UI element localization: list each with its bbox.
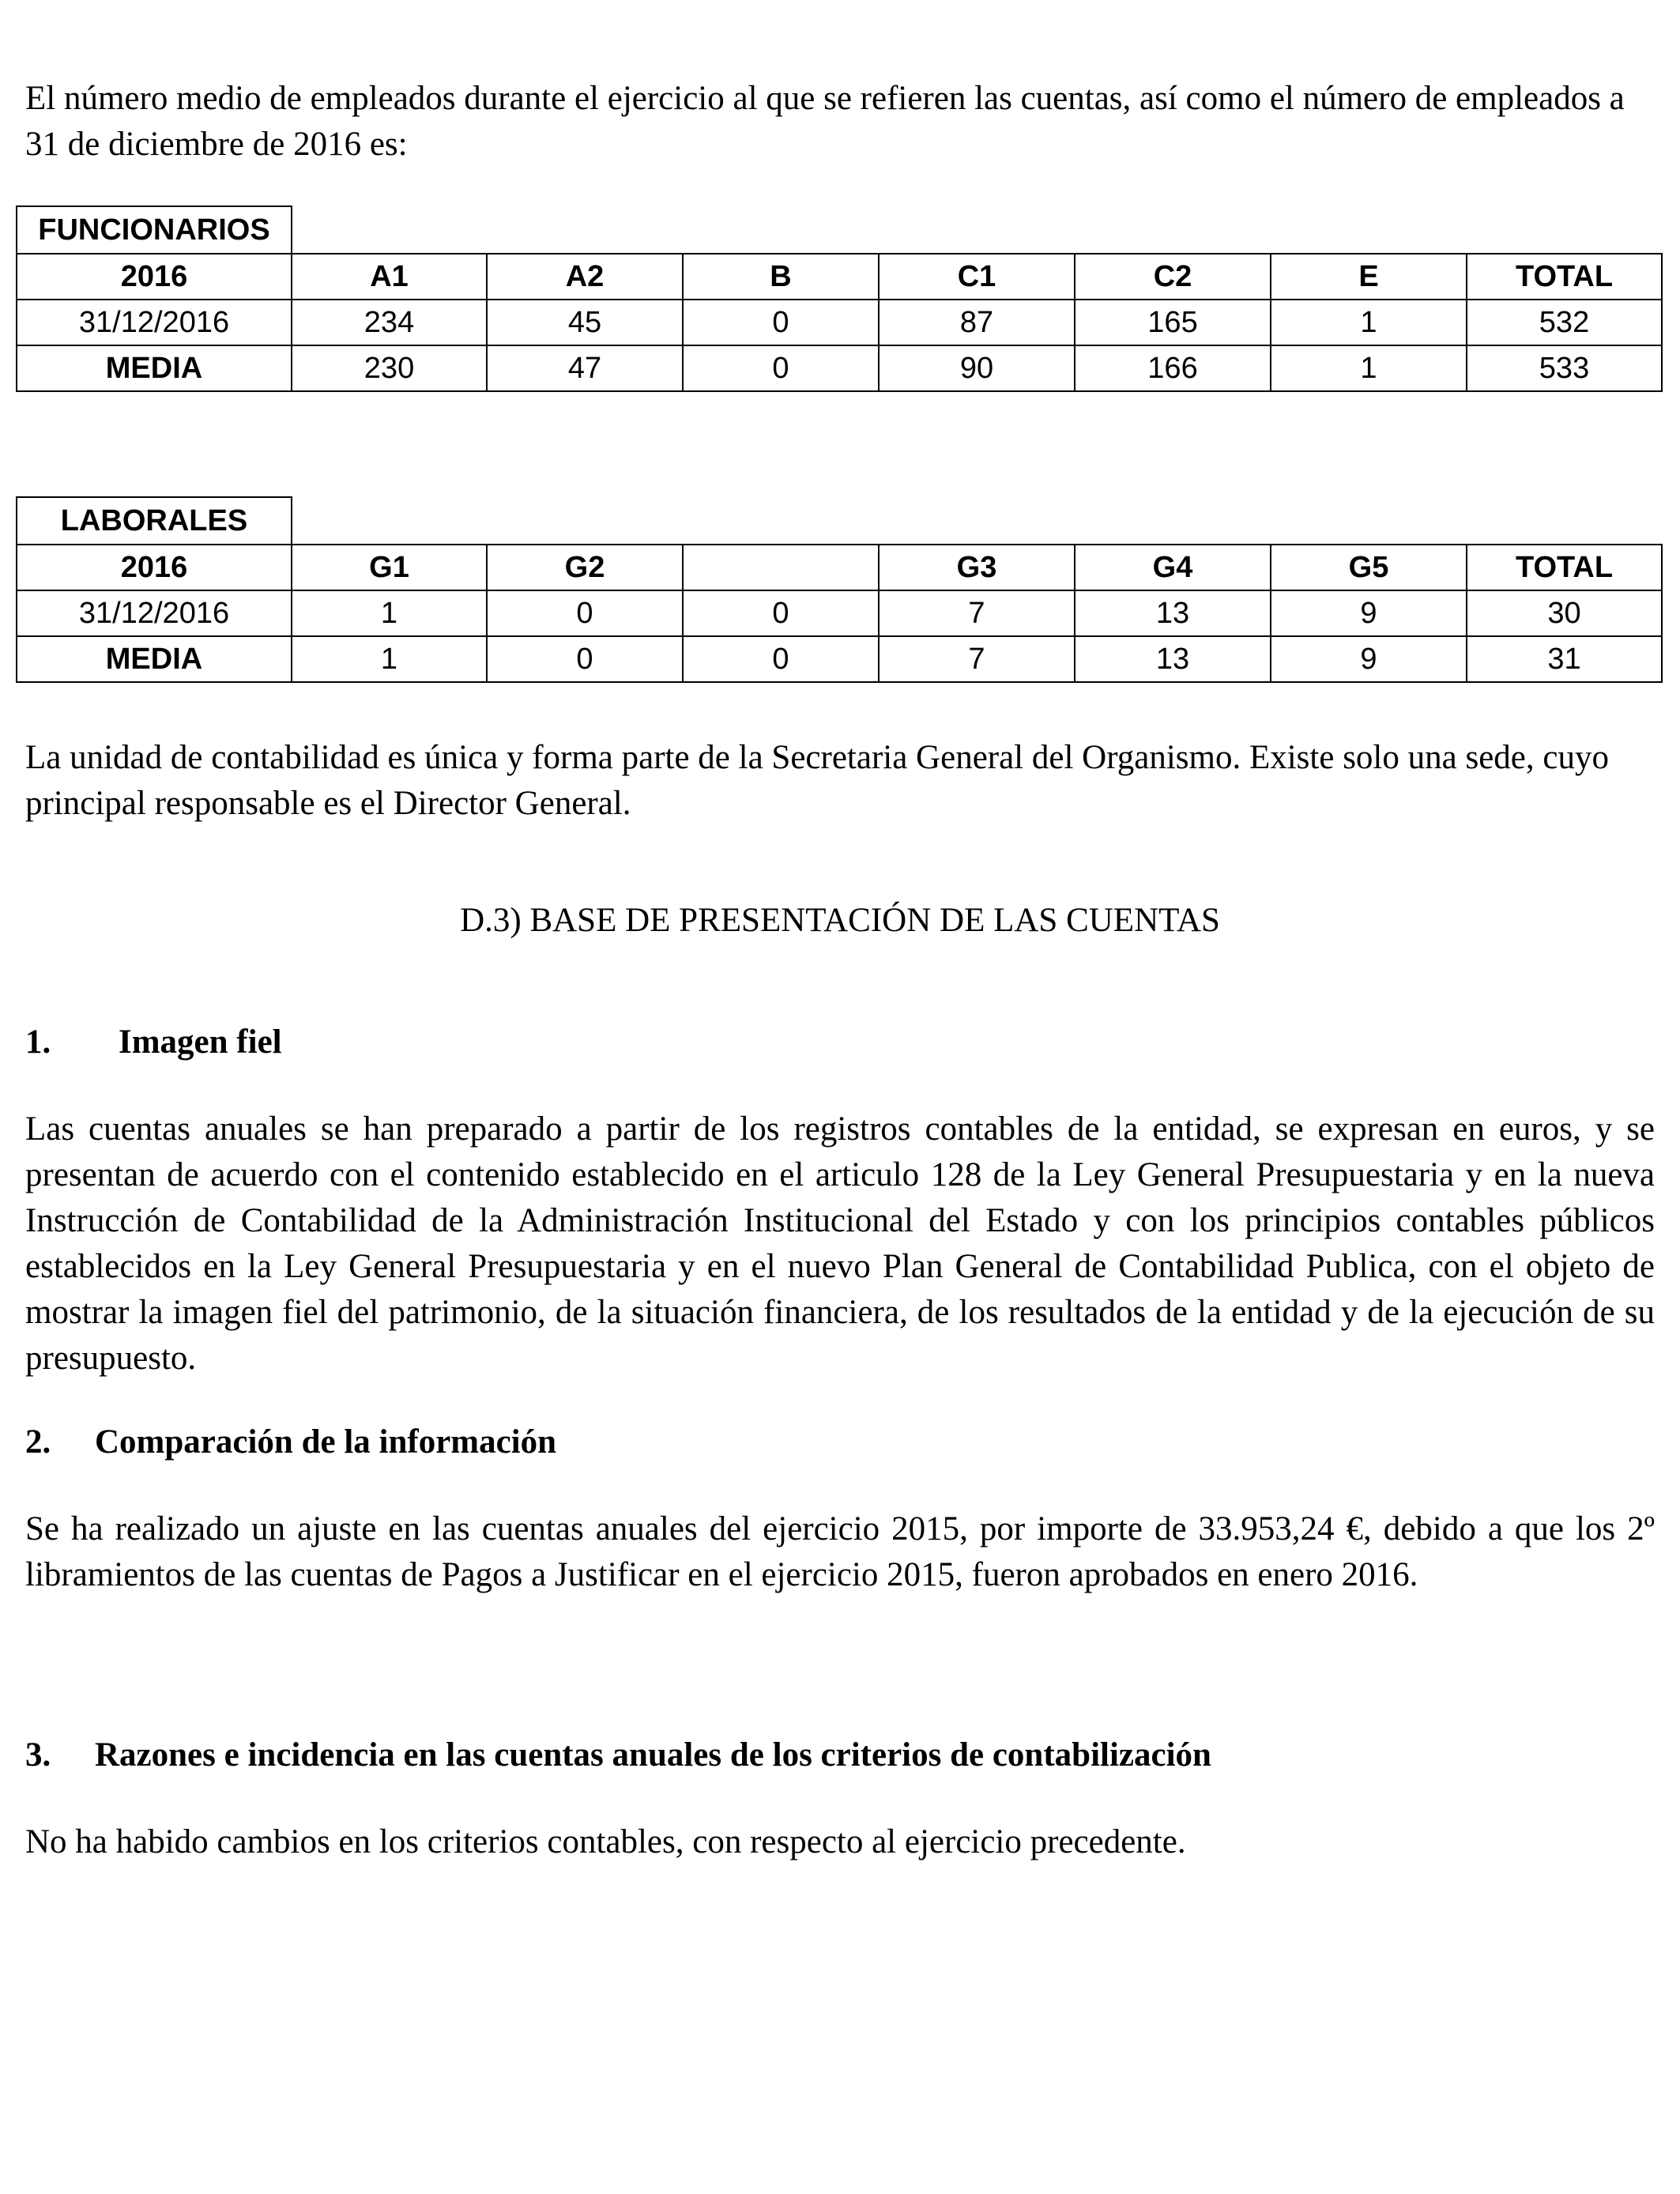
header-cell <box>683 545 879 590</box>
header-cell: G2 <box>487 545 683 590</box>
table-cell: 1 <box>1271 345 1467 391</box>
header-cell: TOTAL <box>1467 545 1662 590</box>
table-cell: 7 <box>879 636 1075 682</box>
header-cell: A1 <box>292 254 487 300</box>
intro-paragraph: El número medio de empleados durante el ejercicio al que se refieren las cuentas, así como el número de empleados a 31 de diciembre de 2016 es: <box>25 80 1625 163</box>
table-cell: 90 <box>879 345 1075 391</box>
table-cell: 87 <box>879 300 1075 345</box>
table-row <box>17 636 1662 682</box>
section-number: 2. <box>25 1423 51 1461</box>
laborales-header-row <box>17 545 1662 590</box>
funcionarios-table <box>16 205 1663 392</box>
table-cell: 0 <box>487 636 683 682</box>
table-cell: 234 <box>292 300 487 345</box>
row-label: MEDIA <box>17 636 292 682</box>
table-cell: 0 <box>683 300 879 345</box>
table-cell: 166 <box>1075 345 1271 391</box>
laborales-title: LABORALES <box>17 497 292 545</box>
section-1-text: Las cuentas anuales se han preparado a partir de los registros contables de la entidad, se expresan en euros, y se presentan de acuerdo con el contenido establecido en el articulo 128 de la Ley General Presupuestaria y en la nueva Instrucción de Contabilidad de la Administración Institucional del Estado y con los principios contables públicos establecidos en la Ley General Presupuestaria y en el nuevo Plan General de Contabilidad Publica, con el objeto de mostrar la imagen fiel del patrimonio, de la situación financiera, de los resultados de la entidad y de la ejecución de su presupuesto. <box>25 1110 1655 1377</box>
header-cell: 2016 <box>17 254 292 300</box>
table-cell: 45 <box>487 300 683 345</box>
section-2-text: Se ha realizado un ajuste en las cuentas anuales del ejercicio 2015, por importe de 33.953,24 €, debido a que los 2º libramientos de las cuentas de Pagos a Justificar en el ejercicio 2015, fueron aprobados en enero 2016. <box>25 1510 1655 1593</box>
table-cell: 165 <box>1075 300 1271 345</box>
header-cell: G4 <box>1075 545 1271 590</box>
table-cell: 0 <box>487 590 683 636</box>
table-cell: 0 <box>683 636 879 682</box>
table-cell: 9 <box>1271 590 1467 636</box>
section-heading-text: Razones e incidencia en las cuentas anuales de los criterios de contabilización <box>95 1736 1211 1774</box>
header-cell: C2 <box>1075 254 1271 300</box>
header-cell: E <box>1271 254 1467 300</box>
section-heading-text: Imagen fiel <box>119 1023 282 1061</box>
table-cell: 13 <box>1075 636 1271 682</box>
table-cell: 13 <box>1075 590 1271 636</box>
section-number: 3. <box>25 1736 51 1774</box>
row-label: 31/12/2016 <box>17 300 292 345</box>
table-cell: 31 <box>1467 636 1662 682</box>
table-cell: 532 <box>1467 300 1662 345</box>
header-cell: G1 <box>292 545 487 590</box>
header-cell: G5 <box>1271 545 1467 590</box>
table-cell: 0 <box>683 345 879 391</box>
header-cell: A2 <box>487 254 683 300</box>
table-row <box>17 590 1662 636</box>
table-row <box>17 345 1662 391</box>
row-label: MEDIA <box>17 345 292 391</box>
header-cell: TOTAL <box>1467 254 1662 300</box>
table-cell: 1 <box>292 590 487 636</box>
section-title: D.3) BASE DE PRESENTACIÓN DE LAS CUENTAS <box>460 902 1220 939</box>
table-cell: 30 <box>1467 590 1662 636</box>
table-cell: 533 <box>1467 345 1662 391</box>
section-3-text: No ha habido cambios en los criterios contables, con respecto al ejercicio precedente. <box>25 1823 1186 1860</box>
section-heading-text: Comparación de la información <box>95 1423 557 1461</box>
table-cell: 230 <box>292 345 487 391</box>
section-number: 1. <box>25 1023 51 1061</box>
laborales-table <box>16 496 1663 683</box>
table-cell: 47 <box>487 345 683 391</box>
row-label: 31/12/2016 <box>17 590 292 636</box>
table-cell: 9 <box>1271 636 1467 682</box>
funcionarios-title: FUNCIONARIOS <box>17 206 292 254</box>
header-cell: G3 <box>879 545 1075 590</box>
table-cell: 1 <box>1271 300 1467 345</box>
table-cell: 0 <box>683 590 879 636</box>
header-cell: C1 <box>879 254 1075 300</box>
section-2-heading <box>25 1419 1655 1465</box>
section-3-heading <box>25 1732 1655 1778</box>
header-cell: 2016 <box>17 545 292 590</box>
section-1-heading <box>25 1020 1655 1065</box>
header-cell: B <box>683 254 879 300</box>
unidad-paragraph: La unidad de contabilidad es única y forma parte de la Secretaria General del Organismo. Existe solo una sede, cuyo principal responsable es el Director General. <box>25 739 1609 822</box>
table-cell: 7 <box>879 590 1075 636</box>
table-row <box>17 300 1662 345</box>
table-cell: 1 <box>292 636 487 682</box>
funcionarios-header-row <box>17 254 1662 300</box>
